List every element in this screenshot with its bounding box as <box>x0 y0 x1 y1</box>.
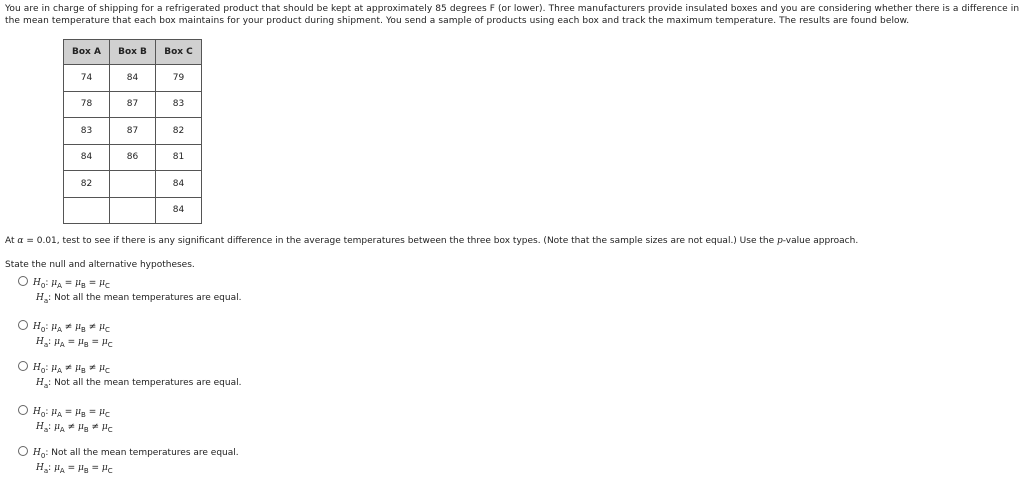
table-cell: 84 <box>64 144 110 171</box>
colon: : <box>48 293 55 303</box>
hypothesis-option-2[interactable] <box>18 320 113 350</box>
null-subscript: 0 <box>40 282 46 290</box>
radio-button[interactable] <box>18 320 28 330</box>
h0-expression: $\mu_A = \mu_B = \mu_C$ <box>51 278 110 290</box>
table-cell: 87 <box>110 118 156 145</box>
radio-button[interactable] <box>18 276 28 286</box>
table-cell: 83 <box>156 91 202 118</box>
column-header-box-b: Box B <box>110 40 156 65</box>
h-label: H <box>33 448 41 458</box>
colon: : <box>48 422 55 432</box>
h-label: H <box>36 463 44 473</box>
h-label: H <box>36 378 44 388</box>
h-label: H <box>33 407 41 417</box>
hypothesis-option-3[interactable] <box>18 361 241 391</box>
h-label: H <box>36 422 44 432</box>
column-header-box-a: Box A <box>64 40 110 65</box>
radio-button[interactable] <box>18 405 28 415</box>
alpha-prefix: At <box>5 236 18 246</box>
table-row <box>64 171 202 198</box>
problem-statement: You are in charge of shipping for a refrigerated product that should be kept at approximately 85 degrees F (or lower). Three manufacturers provide insulated boxes and you are considering whether there is a difference in the mean temperature that each box maintains for your product during shipment. You send a sample of products using each box and track the maximum temperature. The results are found below. <box>5 4 1020 26</box>
radio-button[interactable] <box>18 446 28 456</box>
null-subscript: 0 <box>40 326 46 334</box>
colon: : <box>45 322 52 332</box>
table-row <box>64 144 202 171</box>
hypothesis-option-5[interactable] <box>18 446 239 476</box>
table-cell: 82 <box>156 118 202 145</box>
colon: : <box>48 463 55 473</box>
null-subscript: 0 <box>40 411 46 419</box>
table-cell: 78 <box>64 91 110 118</box>
alt-subscript: a <box>43 382 49 390</box>
table-cell: 84 <box>110 65 156 92</box>
null-subscript: 0 <box>40 367 46 375</box>
alpha-symbol: α <box>17 236 24 246</box>
table-row <box>64 197 202 224</box>
colon: : <box>45 407 52 417</box>
alt-subscript: a <box>43 341 49 349</box>
colon: : <box>48 378 55 388</box>
h0-expression: $\mu_A \ne \mu_B \ne \mu_C$ <box>51 363 110 375</box>
h0-expression: Not all the mean temperatures are equal. <box>51 448 239 458</box>
hypotheses-prompt: State the null and alternative hypotheses. <box>5 260 195 270</box>
colon: : <box>48 337 55 347</box>
colon: : <box>45 363 52 373</box>
table-cell: 87 <box>110 91 156 118</box>
h-label: H <box>33 322 41 332</box>
ha-expression: $\mu_A = \mu_B = \mu_C$ <box>54 337 113 349</box>
table-header-row <box>64 40 202 65</box>
hypothesis-option-1[interactable] <box>18 276 241 306</box>
table-row <box>64 118 202 145</box>
significance-instruction <box>5 236 858 246</box>
temperature-table <box>63 39 202 224</box>
table-cell <box>110 197 156 224</box>
h-label: H <box>36 293 44 303</box>
table-cell: 86 <box>110 144 156 171</box>
table-cell: 84 <box>156 197 202 224</box>
ha-expression: $\mu_A = \mu_B = \mu_C$ <box>54 463 113 475</box>
table-cell: 84 <box>156 171 202 198</box>
table-cell: 74 <box>64 65 110 92</box>
colon: : <box>45 448 52 458</box>
null-subscript: 0 <box>40 452 46 460</box>
alt-subscript: a <box>43 297 49 305</box>
table-cell <box>64 197 110 224</box>
h0-expression: $\mu_A \ne \mu_B \ne \mu_C$ <box>51 322 110 334</box>
table-row <box>64 91 202 118</box>
table-cell: 81 <box>156 144 202 171</box>
alpha-suffix: -value approach. <box>782 236 859 246</box>
table-cell: 79 <box>156 65 202 92</box>
ha-expression: Not all the mean temperatures are equal. <box>54 378 242 388</box>
table-cell <box>110 171 156 198</box>
h0-expression: $\mu_A = \mu_B = \mu_C$ <box>51 407 110 419</box>
table-row <box>64 65 202 92</box>
ha-expression: $\mu_A \ne \mu_B \ne \mu_C$ <box>54 422 113 434</box>
table-cell: 83 <box>64 118 110 145</box>
alt-subscript: a <box>43 467 49 475</box>
column-header-box-c: Box C <box>156 40 202 65</box>
h-label: H <box>36 337 44 347</box>
h-label: H <box>33 278 41 288</box>
h-label: H <box>33 363 41 373</box>
alt-subscript: a <box>43 426 49 434</box>
alpha-text: = 0.01, test to see if there is any significant difference in the average temperatures between the three box types. (Note that the sample sizes are not equal.) Use the <box>23 236 777 246</box>
hypothesis-option-4[interactable] <box>18 405 113 435</box>
p-symbol: p <box>777 236 783 246</box>
ha-expression: Not all the mean temperatures are equal. <box>54 293 242 303</box>
colon: : <box>45 278 52 288</box>
table-cell: 82 <box>64 171 110 198</box>
radio-button[interactable] <box>18 361 28 371</box>
